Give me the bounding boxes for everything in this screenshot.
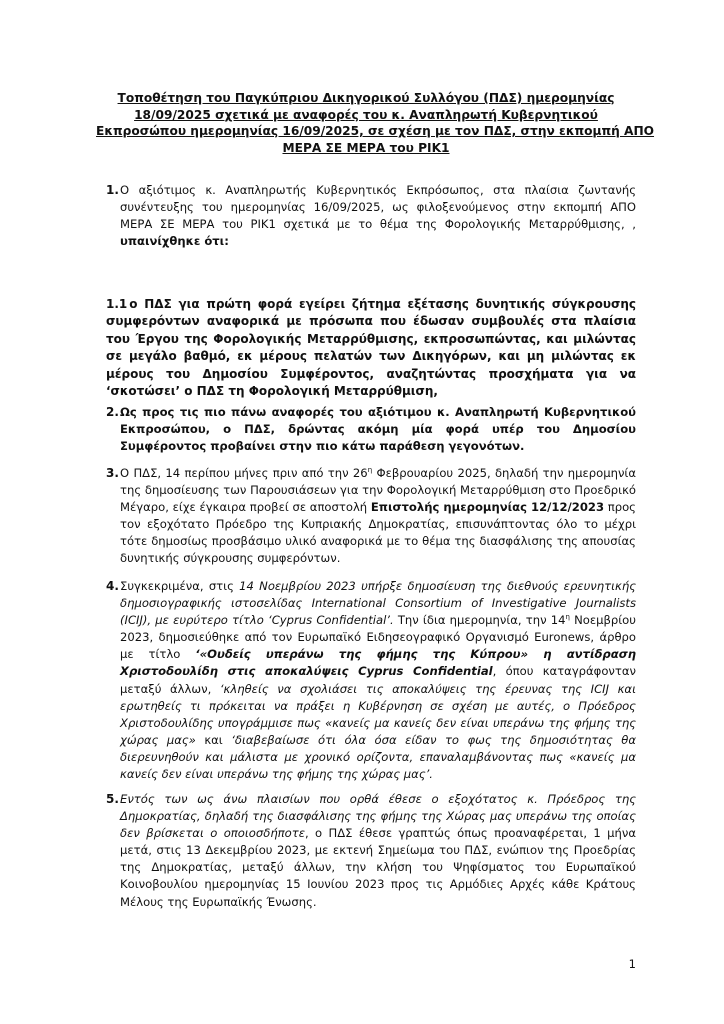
paragraph-5-number: 5.	[106, 792, 119, 806]
paragraph-1-1-text: ο ΠΔΣ για πρώτη φορά εγείρει ζήτημα εξέτασης δυνητικής σύγκρουσης συμφερόντων αναφορικά με πρόσωπα που έδωσαν συμβουλές στα πλαίσια του Έργου της Φορολογικής Μεταρρύθμισης, εκπροσωπώντας, και μιλώντας σε μεγάλο βαθμό, εκ μέρους πελατών των Δικηγόρων, και μη μιλώντας εκ μέρους του Δημοσίου Συμφέροντος, αναζητώντας προσχήματα για να ‘σκοτώσει’ ο ΠΔΣ τη Φορολογική Μεταρρύθμιση,	[106, 297, 636, 399]
paragraph-4-article-title: ‘«Ουδείς υπεράνω της φήμης της Κύπρου» η αντίδραση Χριστοδουλίδη στις αποκαλύψεις Cyprus Confidential	[120, 647, 636, 679]
paragraph-1-bold-tail: υπαινίχθηκε ότι:	[120, 234, 229, 249]
paragraph-3-sup: η	[367, 466, 373, 475]
paragraph-4-text-4: , όπου καταγράφονταν μεταξύ άλλων,	[120, 664, 636, 696]
paragraph-2	[106, 404, 636, 455]
paragraph-1	[106, 182, 636, 250]
title-line-2: 18/09/2025 σχετικά με αναφορές του κ. Αναπληρωτή Κυβερνητικού	[134, 107, 598, 122]
paragraph-4-italic-2: ‘κληθείς να σχολιάσει τις αποκαλύψεις της έρευνας της ICIJ και ερωτηθείς τι πρόκειται να πράξει η Κυβέρνηση σε σχέση με αυτές, ο Πρόεδρος Χριστοδουλίδης υπογράμμισε πως «κανείς μα κανείς δεν είναι υπεράνω της φήμης της χώρας μας»	[120, 681, 636, 747]
title-line-4: ΜΕΡΑ ΣΕ ΜΕΡΑ του ΡΙΚ1	[282, 140, 450, 155]
paragraph-2-number: 2.	[106, 405, 119, 419]
paragraph-3-number: 3.	[106, 466, 119, 480]
title-line-3: Εκπροσώπου ημερομηνίας 16/09/2025, σε σχέση με τον ΠΔΣ, στην εκπομπή ΑΠΟ	[96, 124, 655, 138]
paragraph-4-sup: η	[565, 613, 570, 622]
paragraph-5-italic-1: Εντός των ως άνω πλαισίων που ορθά έθεσε ο εξοχότατος κ. Πρόεδρος της Δημοκρατίας, δηλαδή της διασφάλισης της φήμης της Χώρας μας υπεράνω της οποίας δεν βρίσκεται ο οποιοσδήποτε	[120, 792, 636, 841]
page-number: 1	[628, 957, 636, 971]
paragraph-3-text-2: Φεβρουαρίου 2025, δηλαδή την ημερομηνία της δημοσίευσης των Παρουσιάσεων για την Φορολογική Μεταρρύθμιση στο Προεδρικό Μέγαρο, είχε έγκαιρα προβεί σε αποστολή	[120, 466, 636, 515]
paragraph-4-italic-1: 14 Νοεμβρίου 2023 υπήρξε δημοσίευση της διεθνούς ερευνητικής δημοσιογραφικής ιστοσελίδας International Consortium of Investigative Journalists (ICIJ), με ευρύτερο τίτλο ‘Cyprus Confidential’.	[120, 579, 636, 628]
paragraph-4	[106, 578, 636, 783]
paragraph-3	[106, 465, 636, 568]
paragraph-3-letter-date: Επιστολής ημερομηνίας 12/12/2023	[370, 500, 605, 515]
paragraph-1-1	[106, 296, 636, 400]
paragraph-4-number: 4.	[106, 579, 119, 593]
paragraph-3-text-3: προς τον εξοχότατο Πρόεδρο της Κυπριακής Δημοκρατίας, επισυνάπτοντας όλο το μέχρι τότε δημοσίως προσβάσιμο υλικό αναφορικά με το θέμα της διασφάλισης της απουσίας δυνητικής σύγκρουσης συμφερόντων.	[120, 500, 636, 566]
document-title	[96, 90, 655, 156]
paragraph-3-text-1: Ο ΠΔΣ, 14 περίπου μήνες πριν από την 26	[120, 466, 368, 480]
paragraph-5-text-1: , ο ΠΔΣ έθεσε γραπτώς όπως προαναφέρεται, 1 μήνα μετά, στις 13 Δεκεμβρίου 2023, με εκτενή Σημείωμα του ΠΔΣ, ενώπιον της Προεδρίας της Δημοκρατίας, μεταξύ άλλων, την κλήση του Ψηφίσματος του Ευρωπαϊκού Κοινοβουλίου ημερομηνίας 15 Ιουνίου 2023 προς τις Αρμόδιες Αρχές κάθε Κράτους Μέλους της Ευρωπαϊκής Ένωσης.	[120, 826, 637, 909]
paragraph-4-italic-3: ‘διαβεβαίωσε ότι όλα όσα είδαν το φως της δημοσιότητας θα διερευνηθούν και μάλιστα με χρονικό ορίζοντα, επαναλαμβάνοντας πως «κανείς μα κανείς δεν είναι υπεράνω της φήμης της χώρας μας’.	[120, 732, 636, 782]
paragraph-2-text: Ως προς τις πιο πάνω αναφορές του αξιότιμου κ. Αναπληρωτή Κυβερνητικού Εκπροσώπου, ο ΠΔΣ, δρώντας ακόμη μία φορά υπέρ του Δημοσίου Συμφέροντος προβαίνει στην πιο κάτω παράθεση γεγονότων.	[120, 405, 636, 454]
paragraph-1-text: Ο αξιότιμος κ. Αναπληρωτής Κυβερνητικός Εκπρόσωπος, στα πλαίσια ζωντανής συνέντευξης του ημερομηνίας 16/09/2025, ως φιλοξενούμενος στην εκπομπή ΑΠΟ ΜΕΡΑ ΣΕ ΜΕΡΑ του ΡΙΚ1 σχετικά με το θέμα της Φορολογικής Μεταρρύθμισης, ,	[120, 183, 636, 232]
paragraph-1-1-number: 1.1	[106, 297, 128, 311]
paragraph-4-text-1: Συγκεκριμένα, στις	[120, 579, 240, 593]
paragraph-5	[106, 791, 637, 911]
title-line-1: Τοποθέτηση του Παγκύπριου Δικηγορικού Συλλόγου (ΠΔΣ) ημερομηνίας	[117, 91, 615, 105]
paragraph-4-text-5: και	[195, 732, 232, 747]
paragraph-4-text-2: Την ίδια ημερομηνία, την 14	[393, 613, 566, 628]
paragraph-1-number: 1.	[106, 183, 119, 197]
paragraph-4-text-3: Νοεμβρίου 2023, δημοσιεύθηκε από τον Ευρωπαϊκό Ειδησεογραφικό Οργανισμό Euronews, άρθρο με τίτλο	[120, 613, 636, 662]
